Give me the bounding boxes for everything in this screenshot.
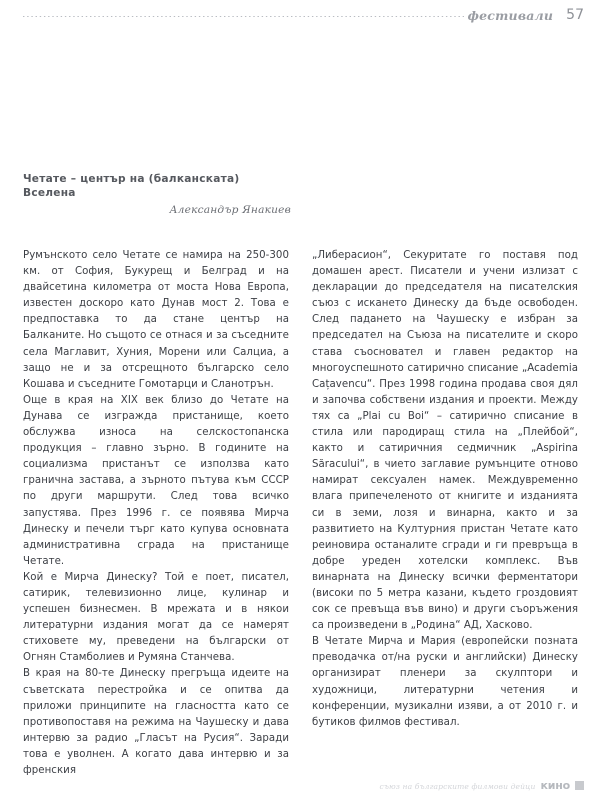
page-footer <box>379 779 584 792</box>
paragraph: В края на 80-те Динеску прегръща идеите на съветската перестройка и се опитва да приложи принципите на гласността като се противопоставя на режима на Чаушеску и дава интервю за радио „Гласът на Русия“. Заради това е уволнен. А когато дава интервю и за френския <box>23 668 289 776</box>
paragraph: Кой е Мирча Динеску? Той е поет, писател, сатирик, телевизионно лице, кулинар и успешен бизнесмен. В мрежата и в някои литературни издания могат да се намерят стиховете му, преведени на български от Огнян Стамболиев и Румяна Станчева. <box>23 571 289 664</box>
column-right <box>312 248 578 758</box>
section-name: фестивали <box>467 7 554 23</box>
paragraph: В Четате Мирча и Мария (европейски позната преводачка от/на руски и английски) Динеску организират пленери за скулптори и художници, литературни четения и конференции, музикални изяви, а от 2010 г. и бутиков филмов фестивал. <box>312 636 578 728</box>
page-number: 57 <box>566 7 584 23</box>
square-mark-icon <box>575 781 584 790</box>
paragraph: Още в края на XIX век близо до Четате на Дунава се изгражда пристанище, което обслужва износа на селскостопанска продукция – главно зърно. В годините на социализма пристанът се използва като гранична застава, а зърното пътува към СССР по други маршрути. След това всичко запустява. През 1996 г. се появява Мирча Динеску и печели търг като купува основната административна сграда на пристанище Четате. <box>23 394 289 567</box>
paragraph: Румънското село Четате се намира на 250-300 км. от София, Букурещ и Белград и на двайсетина километра от моста Нова Европа, известен доскоро като Дунав мост 2. Това е предпоставка то да стане център на Балканите. Но същото се отнася и за съседните села Маглавит, Хуния, Морени или Салциа, а защо не и за отсрещното българско село Кошава и съседните Гомотарци и Сланотрън. <box>23 250 289 390</box>
footer-brand: кино <box>540 779 570 792</box>
footer-imprint: съюз на българските филмови дейци <box>379 782 536 791</box>
article-body <box>23 248 578 776</box>
article-title: Четате – център на (балканската) Вселена <box>23 173 240 200</box>
column-left <box>23 248 289 776</box>
running-head <box>23 6 584 24</box>
paragraph: „Либерасион“, Секуритате го поставя под домашен арест. Писатели и учени излизат с декларации до председателя на писателския съюз с искането Динеску да бъде освободен. След падането на Чаушеску е избран за председател на Съюза на писателите и скоро става съосновател и главен редактор на многоуспешното сатирично списание „Academia Cațavencu“. През 1998 година продава своя дял и започва собствени издания и проекти. Между тях са „Plai cu Boi“ – сатирично списание в стила или пародиращ стила на „Плейбой“, както и сатиричния седмичник „Aspirina Săracului“, в чието заглавие румънците отново намират сексуален намек. Междувременно влага припечеленото от книгите и изданията си в земи, лозя и винарна, както и за развитието на Културния пристан Четате като реиновира останалите сгради и ги превръща в добре уреден хотелски комплекс. Във винарната на Динеску всички ферментатори (високи по 5 метра казани, където гроздовият сок се превъща във вино) и други съоръжения са произведени в „Родина“ АД, Хасково. <box>312 250 578 632</box>
article-byline: Александър Янакиев <box>169 204 291 216</box>
dotted-rule <box>23 10 464 20</box>
